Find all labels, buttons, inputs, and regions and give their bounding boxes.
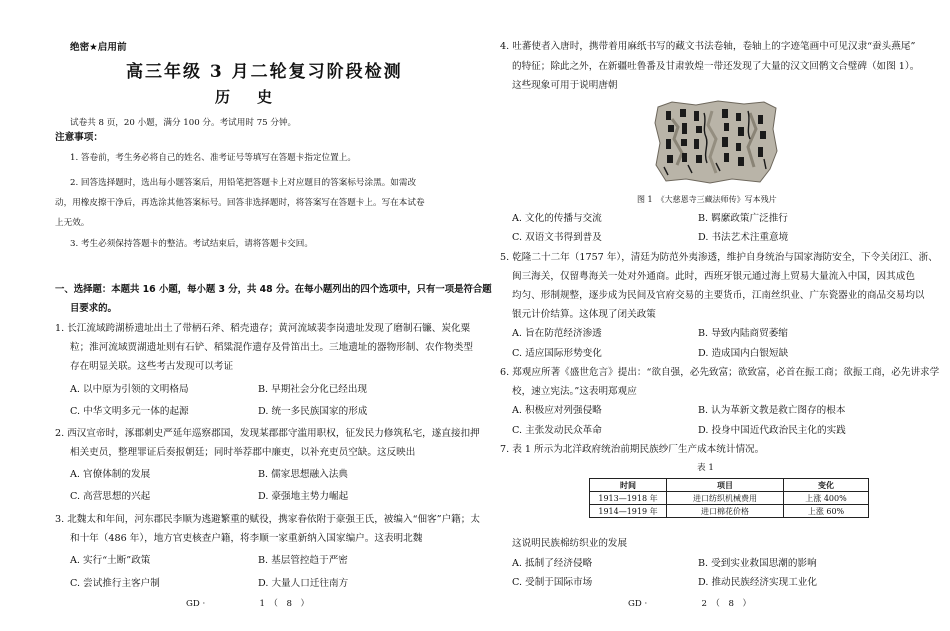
table-cell: 1914—1919 年 xyxy=(590,505,667,518)
q7-option-b: B. 受到实业救国思潮的影响 xyxy=(698,558,817,569)
q5-option-a: A. 旨在防范经济渗透 xyxy=(512,328,602,339)
question-1-stem: 存在明显关联。这些考古发现可以考证 xyxy=(70,361,234,372)
q6-option-d: D. 投身中国近代政治民主化的实践 xyxy=(698,425,846,436)
q4-option-b: B. 羁縻政策广泛推行 xyxy=(698,213,788,224)
q4-option-a: A. 文化的传播与交流 xyxy=(512,213,602,224)
figure-caption: 图 1 《大慈恩寺三藏法师传》写本残片 xyxy=(637,195,777,204)
q7-option-a: A. 抵制了经济侵略 xyxy=(512,558,593,569)
question-5-stem: 均匀、形制规整，逐步成为民间及官府交易的主要货币，江南丝织业、广东瓷器业的商品交易均以 xyxy=(512,290,925,301)
q7-option-d: D. 推动民族经济实现工业化 xyxy=(698,577,817,588)
q6-option-c: C. 主张发动民众革命 xyxy=(512,425,602,436)
q3-option-c: C. 尝试推行主客户制 xyxy=(70,578,160,589)
confidential-mark: 绝密★启用前 xyxy=(70,42,127,53)
table-header-cell: 时间 xyxy=(590,479,667,492)
q2-option-b: B. 儒家思想融入法典 xyxy=(258,469,348,480)
table-cell: 进口棉花价格 xyxy=(667,505,784,518)
notice-heading: 注意事项： xyxy=(55,132,103,143)
q1-option-d: D. 统一多民族国家的形成 xyxy=(258,406,368,417)
question-3-stem: 和十年（486 年），地方官吏核查户籍，将李顺一家重新纳入国家编户。这表明北魏 xyxy=(70,533,423,544)
q5-option-b: B. 导致内陆商贸萎缩 xyxy=(698,328,788,339)
question-5-stem: 闽三海关，仅留粤海关一处对外通商。此时，西班牙银元通过海上贸易大量流入中国，因其成色 xyxy=(512,271,915,282)
q5-option-d: D. 造成国内白银短缺 xyxy=(698,348,789,359)
section-heading: 一、选择题：本题共 16 小题，每小题 3 分，共 48 分。在每小题列出的四个选项中，只有一项是符合题 xyxy=(55,284,492,295)
question-3-stem: 3. 北魏太和年间，河东郡民李顺为逃避繁重的赋役，携家眷依附于豪强王氏，被编入“佃客”户籍；太 xyxy=(55,514,480,525)
table-header-cell: 变化 xyxy=(784,479,869,492)
question-7-stem: 这说明民族棉纺织业的发展 xyxy=(512,538,628,549)
table-title: 表 1 xyxy=(697,463,714,473)
q4-option-d: D. 书法艺术注重意境 xyxy=(698,232,789,243)
table-cell: 上涨 60% xyxy=(784,505,869,518)
section-heading-cont: 目要求的。 xyxy=(70,303,117,314)
q3-option-d: D. 大量人口迁往南方 xyxy=(258,578,349,589)
notice-line: 上无效。 xyxy=(55,218,90,228)
q1-option-a: A. 以中原为引领的文明格局 xyxy=(70,384,189,395)
table-cell: 进口纺织机械费用 xyxy=(667,492,784,505)
question-1-stem: 粒；淮河流域贾湖遗址则有石铲、稻粱混作遗存及骨笛出土。三地遗址的器物形制、农作物类型 xyxy=(70,342,473,353)
page-footer: GD · 2 （ 8 ） xyxy=(628,599,752,609)
question-4-stem: 的特征；除此之外，在新疆吐鲁番及甘肃敦煌一带还发现了大量的汉文回鹘文合璧碑（如图 1）。 xyxy=(512,61,920,72)
subject-title: 历 史 xyxy=(215,88,279,106)
question-7-stem: 7. 表 1 所示为北洋政府统治前期民族纱厂生产成本统计情况。 xyxy=(500,444,765,455)
question-2-stem: 相关吏员，整理罪证后奏报朝廷；同时举荐郡中廉吏，以补充吏员空缺。这反映出 xyxy=(70,447,416,458)
question-6-stem: 6. 郑观应所著《盛世危言》提出：“欲自强，必先致富；欲致富，必首在振工商；欲振工商，必先讲求学 xyxy=(500,367,940,378)
exam-title: 高三年级 3 月二轮复习阶段检测 xyxy=(126,62,403,82)
table-cell: 1913—1918 年 xyxy=(590,492,667,505)
question-2-stem: 2. 西汉宣帝时，涿郡刺史严延年巡察郡国，发现某郡郡守滥用职权，征发民力修筑私宅，遂直接扣押 xyxy=(55,428,480,439)
question-6-stem: 校，速立宪法。”这表明郑观应 xyxy=(512,386,637,397)
notice-line: 1. 答卷前，考生务必将自己的姓名、准考证号等填写在答题卡指定位置上。 xyxy=(70,153,356,163)
page-footer: GD · 1 （ 8 ） xyxy=(186,599,310,609)
question-1-stem: 1. 长江流域跨湖桥遗址出土了带柄石斧、稻壳遗存；黄河流域裴李岗遗址发现了磨制石镰、炭化粟 xyxy=(55,323,471,334)
table-row xyxy=(590,505,869,518)
q2-option-a: A. 官僚体制的发展 xyxy=(70,469,151,480)
q2-option-d: D. 豪强地主势力崛起 xyxy=(258,491,349,502)
manuscript-fragment-figure xyxy=(652,99,780,185)
table-header-cell: 项目 xyxy=(667,479,784,492)
q3-option-a: A. 实行“土断”政策 xyxy=(70,555,151,566)
q3-option-b: B. 基层管控趋于严密 xyxy=(258,555,348,566)
notice-line: 动，用橡皮擦干净后，再选涂其他答案标号。回答非选择题时，将答案写在答题卡上。写在本试卷 xyxy=(55,198,425,208)
exam-info: 试卷共 8 页，20 小题，满分 100 分。考试用时 75 分钟。 xyxy=(70,118,297,128)
table-row xyxy=(590,492,869,505)
notice-line: 3. 考生必须保持答题卡的整洁。考试结束后，请将答题卡交回。 xyxy=(70,239,313,249)
q4-option-c: C. 双语文书得到普及 xyxy=(512,232,602,243)
notice-line: 2. 回答选择题时，选出每小题答案后，用铅笔把答题卡上对应题目的答案标号涂黑。如需改 xyxy=(70,178,417,188)
q6-option-a: A. 积极应对列强侵略 xyxy=(512,405,602,416)
q2-option-c: C. 高营思想的兴起 xyxy=(70,491,151,502)
q5-option-c: C. 适应国际形势变化 xyxy=(512,348,602,359)
question-4-stem: 4. 吐蕃使者入唐时，携带着用麻纸书写的藏文书法卷轴，卷轴上的字迹笔画中可见汉隶“蚕头燕尾” xyxy=(500,41,916,52)
table-cell: 上涨 400% xyxy=(784,492,869,505)
exam-page-2 xyxy=(475,0,950,631)
question-5-stem: 银元计价结算。这体现了闭关政策 xyxy=(512,309,656,320)
cost-statistics-table xyxy=(589,478,869,518)
q1-option-b: B. 早期社会分化已经出现 xyxy=(258,384,368,395)
q6-option-b: B. 认为革新文教是救亡图存的根本 xyxy=(698,405,846,416)
q1-option-c: C. 中华文明多元一体的起源 xyxy=(70,406,189,417)
question-4-stem: 这些现象可用于说明唐朝 xyxy=(512,80,618,91)
q7-option-c: C. 受制于国际市场 xyxy=(512,577,593,588)
question-5-stem: 5. 乾隆二十二年（1757 年），清廷为防范外夷渗透，维护自身统治与国家海防安全，下令关闭江、浙、 xyxy=(500,252,938,263)
